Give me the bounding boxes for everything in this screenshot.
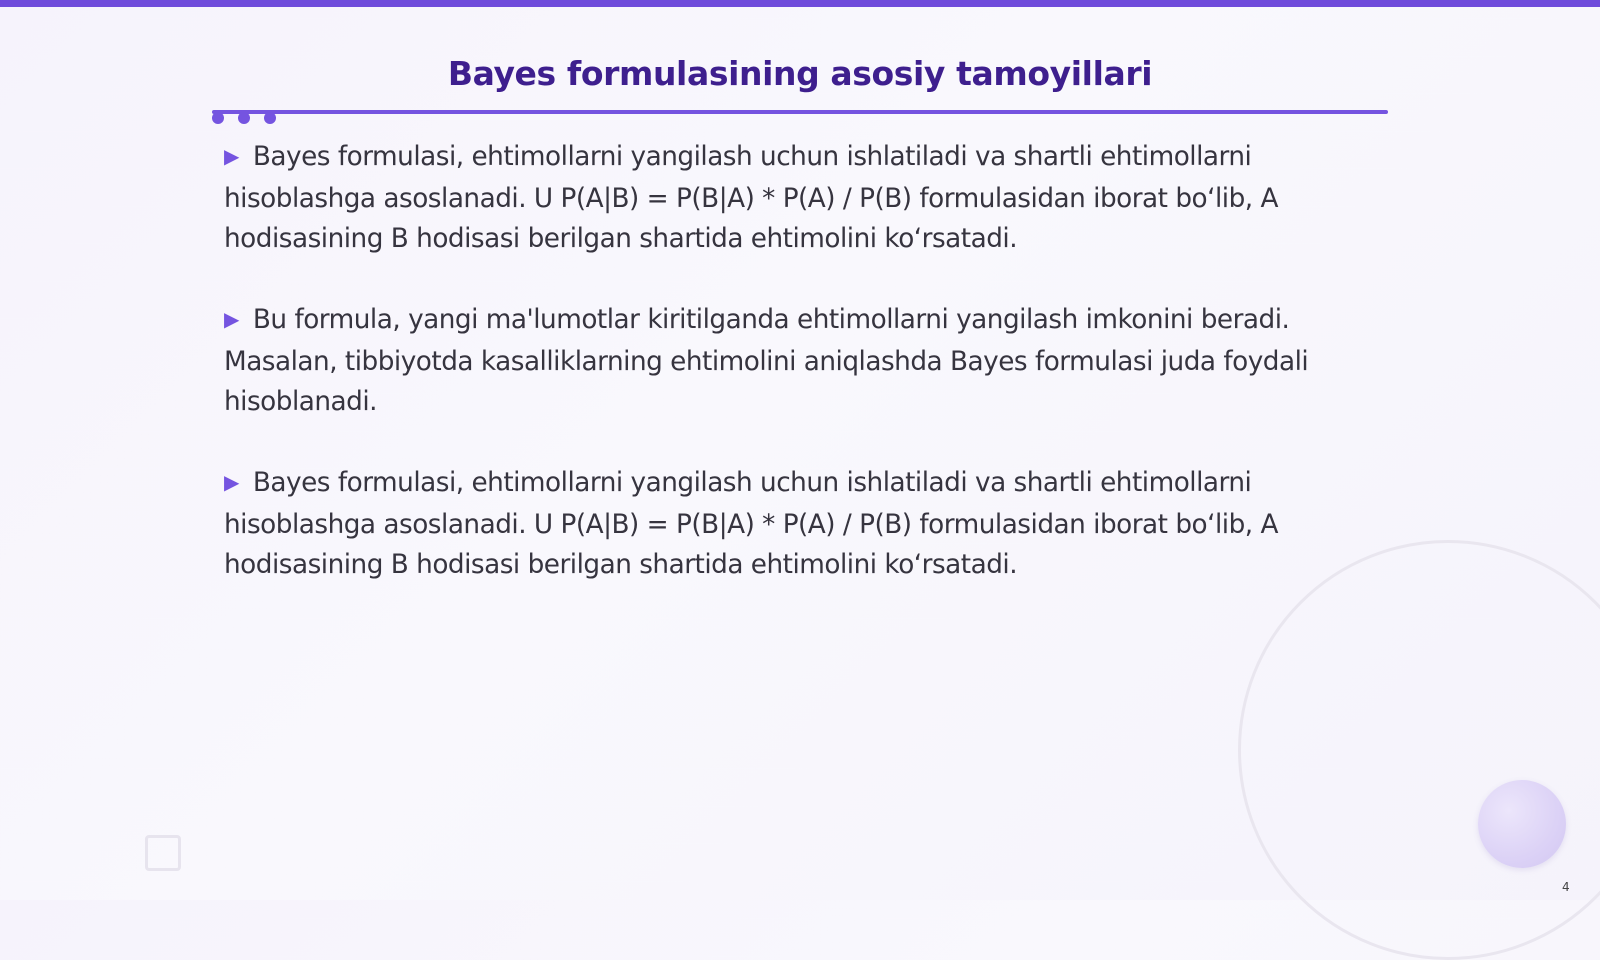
bullet-paragraph-1: [224, 137, 1374, 260]
decor-dot-3: [264, 112, 276, 124]
triangle-bullet-icon: ▶: [224, 144, 239, 168]
slide-body: [224, 137, 1374, 626]
title-underline: [212, 110, 1388, 114]
decor-square: [145, 835, 181, 871]
triangle-bullet-icon: ▶: [224, 470, 239, 494]
top-accent-bar: [0, 0, 1600, 7]
slide-title: Bayes formulasining asosiy tamoyillari: [447, 54, 1153, 93]
decor-disc: [1478, 780, 1566, 868]
page-number: 4: [1562, 880, 1570, 894]
bullet-paragraph-3: [224, 463, 1374, 586]
decor-dot-2: [238, 112, 250, 124]
paragraph-text: Bayes formulasi, ehtimollarni yangilash uchun ishlatiladi va shartli ehtimollarni hisoblashga asoslanadi. U P(A|B) = P(B|A) * P(A) / P(B) formulasidan iborat bo‘lib, A hodisasining B hodisasi berilgan shartida ehtimolini ko‘rsatadi.: [224, 142, 1278, 254]
triangle-bullet-icon: ▶: [224, 307, 239, 331]
bullet-paragraph-2: [224, 300, 1374, 423]
paragraph-text: Bu formula, yangi ma'lumotlar kiritilganda ehtimollarni yangilash imkonini beradi. Masalan, tibbiyotda kasalliklarning ehtimolini aniqlashda Bayes formulasi juda foydali hisoblanadi.: [224, 305, 1309, 417]
paragraph-text: Bayes formulasi, ehtimollarni yangilash uchun ishlatiladi va shartli ehtimollarni hisoblashga asoslanadi. U P(A|B) = P(B|A) * P(A) / P(B) formulasidan iborat bo‘lib, A hodisasining B hodisasi berilgan shartida ehtimolini ko‘rsatadi.: [224, 468, 1278, 580]
decor-dot-1: [212, 112, 224, 124]
